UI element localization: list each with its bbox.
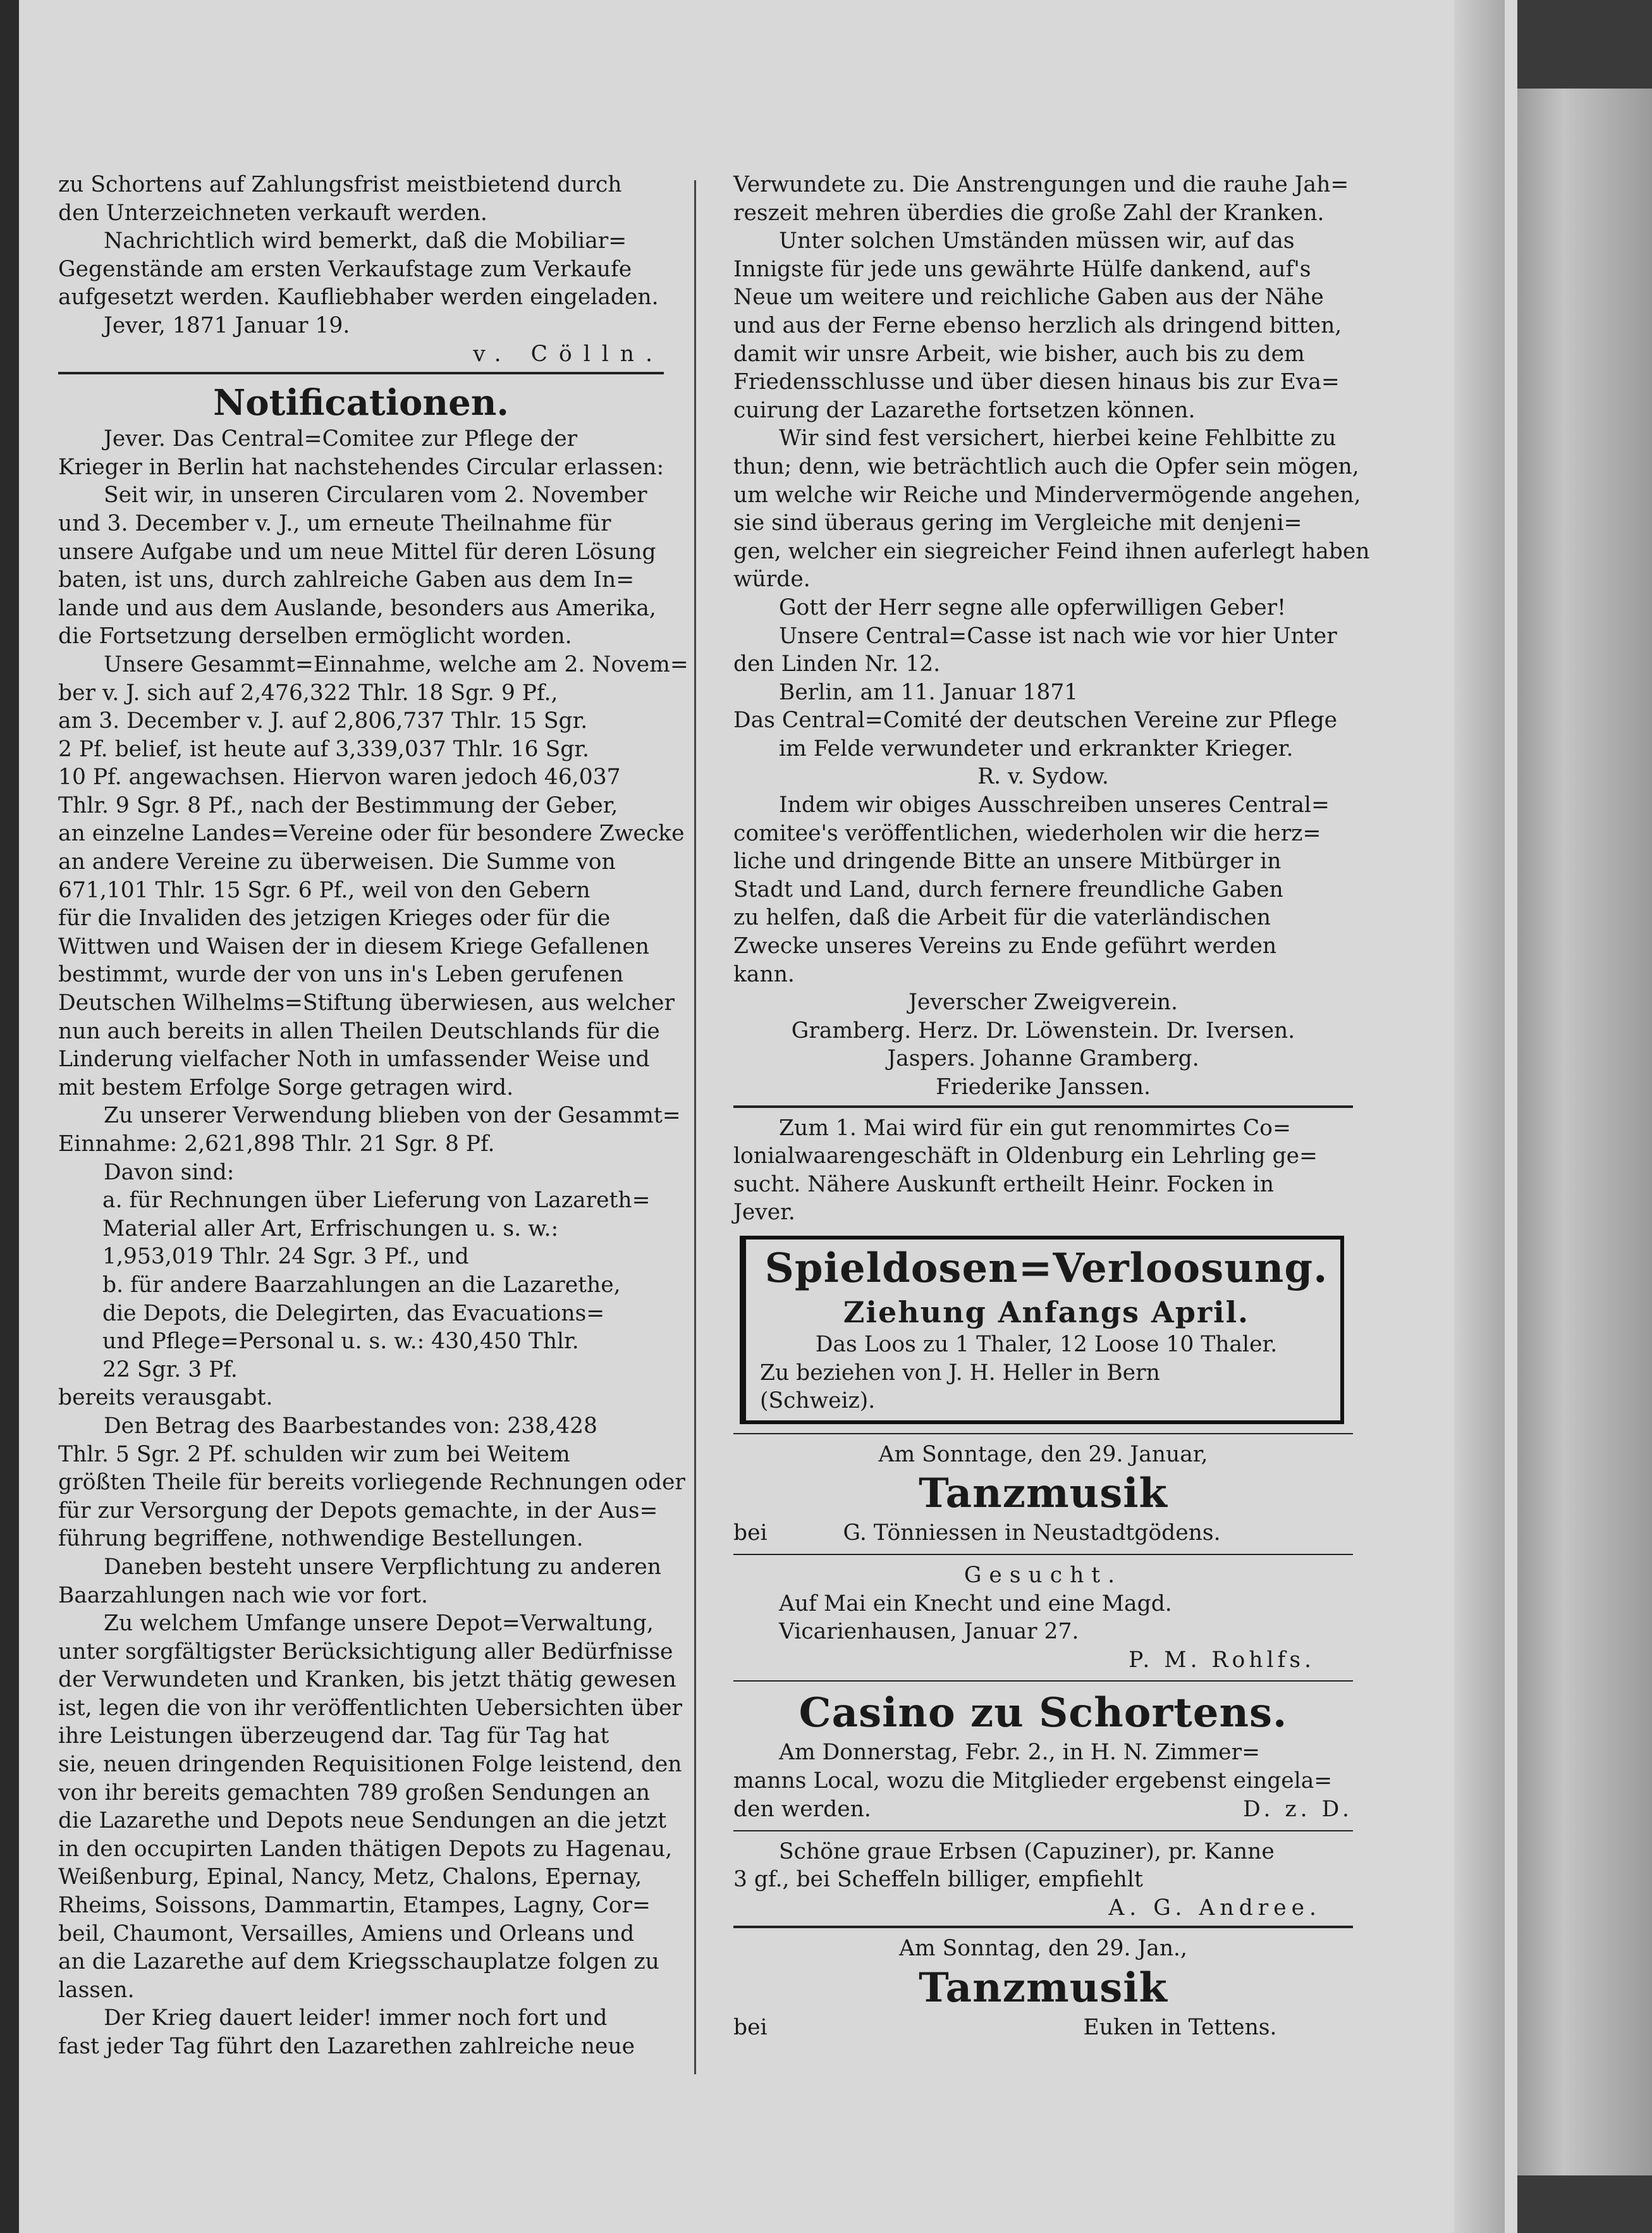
text-line: Indem wir obiges Ausschreiben unseres Central=: [779, 792, 1330, 818]
text-line: damit wir unsre Arbeit, wie bisher, auch bis zu dem: [733, 341, 1305, 367]
ad-title: Gesucht.: [964, 1562, 1123, 1588]
text-line: Gegenstände am ersten Verkaufstage zum Verkaufe: [58, 256, 632, 282]
text-line: Vicarienhausen, Januar 27.: [779, 1619, 1079, 1645]
text-line: sie sind überaus gering im Vergleiche mit denjeni=: [733, 510, 1302, 536]
text-line: Schöne graue Erbsen (Capuziner), pr. Kanne: [779, 1838, 1275, 1864]
text-line: Krieger in Berlin hat nachstehendes Circular erlassen:: [58, 454, 664, 480]
text-line: bereits verausgabt.: [58, 1385, 273, 1411]
ad-tanzmusik-2: [733, 1935, 1353, 2041]
text-line: lonialwaarengeschäft in Oldenburg ein Lehrling ge=: [733, 1143, 1318, 1169]
text-host: G. Tönniessen in Neustadtgödens.: [843, 1520, 1221, 1546]
column-divider: [694, 180, 696, 2074]
text-line: lande und aus dem Auslande, besonders aus Amerika,: [58, 595, 656, 621]
text-line: Den Betrag des Baarbestandes von: 238,428: [104, 1413, 597, 1439]
text-line: Unsere Gesammt=Einnahme, welche am 2. Novem=: [104, 651, 688, 677]
text-line: beil, Chaumont, Versailles, Amiens und Orleans und: [58, 1921, 635, 1947]
text-line: 2 Pf. belief, ist heute auf 3,339,037 Thlr. 16 Sgr.: [58, 736, 589, 762]
text-line: Zu welchem Umfange unsere Depot=Verwaltung,: [104, 1611, 654, 1637]
ad-erbsen: [733, 1838, 1353, 1922]
text-line: unsere Aufgabe und um neue Mittel für deren Lösung: [58, 539, 656, 565]
text-line: zu Schortens auf Zahlungsfrist meistbietend durch: [58, 172, 622, 197]
text-line: Zu beziehen von J. H. Heller in Bern: [760, 1360, 1160, 1386]
text-line: ber v. J. sich auf 2,476,322 Thlr. 18 Sgr. 9 Pf.,: [58, 680, 558, 706]
text-line: reszeit mehren überdies die große Zahl der Kranken.: [733, 200, 1325, 226]
text-line: Nachrichtlich wird bemerkt, daß die Mobiliar=: [104, 228, 627, 254]
text-line: bestimmt, wurde der von uns in's Leben gerufenen: [58, 962, 624, 988]
text-line: Am Sonntag, den 29. Jan.,: [899, 1936, 1187, 1962]
text-line: an einzelne Landes=Vereine oder für besondere Zwecke: [58, 821, 685, 847]
text-line: Jever. Das Central=Comitee zur Pflege der: [104, 426, 578, 452]
text-line: den werden.: [733, 1796, 871, 1822]
text-line: cuirung der Lazarethe fortsetzen können.: [733, 397, 1196, 423]
section-rule: [58, 372, 664, 374]
text-host: Euken in Tettens.: [1083, 2015, 1277, 2041]
ad-gesucht: [733, 1561, 1353, 1674]
text-line: Berlin, am 11. Januar 1871: [779, 679, 1079, 705]
right-column: [733, 171, 1370, 2042]
text-line: um welche wir Reiche und Mindervermögende angehen,: [733, 482, 1361, 508]
ad-tanzmusik-1: [733, 1441, 1353, 1547]
text-line: Wir sind fest versichert, hierbei keine Fehlbitte zu: [779, 426, 1337, 452]
text-line: comitee's veröffentlichen, wiederholen wir die herz=: [733, 820, 1321, 846]
text-line: Friederike Janssen.: [936, 1074, 1151, 1100]
text-line: Thlr. 9 Sgr. 8 Pf., nach der Bestimmung der Geber,: [58, 792, 618, 818]
text-line: fast jeder Tag führt den Lazarethen zahlreiche neue: [58, 2034, 635, 2059]
signature: P. M. Rohlfs.: [1129, 1647, 1315, 1673]
ad-title: Tanzmusik: [919, 1964, 1168, 2012]
text-line: Baarzahlungen nach wie vor fort.: [58, 1582, 428, 1608]
text-line: und Pflege=Personal u. s. w.: 430,450 Thlr.: [102, 1329, 579, 1355]
text-line: ist, legen die von ihr veröffentlichten Uebersichten über: [58, 1695, 683, 1721]
text-line: Gott der Herr segne alle opferwilligen Geber!: [779, 594, 1286, 620]
text-line: Das Central=Comité der deutschen Vereine zur Pflege: [733, 708, 1338, 734]
text-line: Davon sind:: [104, 1159, 235, 1185]
text-line: (Schweiz).: [760, 1388, 876, 1414]
text-line: zu helfen, daß die Arbeit für die vaterländischen: [733, 905, 1271, 931]
text-bei: bei: [733, 2015, 768, 2041]
signature: v. Cölln.: [473, 341, 664, 367]
text-line: im Felde verwundeter und erkrankter Krieger.: [779, 735, 1294, 761]
text-line: Zum 1. Mai wird für ein gut renommirtes Co=: [779, 1115, 1291, 1141]
intro-paragraph: [58, 171, 664, 340]
text-line: sie, neuen dringenden Requisitionen Folge leistend, den: [58, 1752, 682, 1778]
text-line: 3 gf., bei Scheffeln billiger, empfiehlt: [733, 1867, 1143, 1893]
ad-title: Casino zu Schortens.: [798, 1689, 1288, 1737]
ad-subtitle: Ziehung Anfangs April.: [843, 1295, 1250, 1329]
text-line: baten, ist uns, durch zahlreiche Gaben aus dem In=: [58, 567, 635, 593]
text-line: Zwecke unseres Vereins zu Ende geführt werden: [733, 933, 1277, 959]
text-line: Verwundete zu. Die Anstrengungen und die rauhe Jah=: [733, 172, 1349, 197]
ad-spieldosen: [740, 1236, 1344, 1424]
text-line: Linderung vielfacher Noth in umfassender Weise und: [58, 1047, 650, 1073]
text-line: Auf Mai ein Knecht und eine Magd.: [779, 1590, 1172, 1616]
list-item: [58, 1186, 664, 1271]
text-line: nun auch bereits in allen Theilen Deutschlands für die: [58, 1018, 660, 1044]
section-rule: [733, 1926, 1353, 1928]
section-rule: [733, 1433, 1353, 1434]
text-line: die Depots, die Delegirten, das Evacuations=: [102, 1300, 605, 1326]
text-line: größten Theile für bereits vorliegende Rechnungen oder: [58, 1470, 685, 1496]
section-rule: [733, 1680, 1353, 1682]
ad-lehrling: [733, 1114, 1353, 1227]
text-line: R. v. Sydow.: [977, 764, 1109, 790]
text-line: und 3. December v. J., um erneute Theilnahme für: [58, 510, 611, 536]
signature: A. G. Andree.: [1108, 1895, 1321, 1921]
text-line: Jaspers. Johanne Gramberg.: [887, 1046, 1199, 1072]
list-item: [58, 1271, 664, 1384]
text-line: Der Krieg dauert leider! immer noch fort und: [104, 2005, 608, 2031]
text-line: an andere Vereine zu überweisen. Die Summe von: [58, 849, 616, 875]
text-line: lassen.: [58, 1977, 135, 2003]
text-line: Wittwen und Waisen der in diesem Kriege Gefallenen: [58, 933, 649, 959]
text-line: für zur Versorgung der Depots gemachte, in der Aus=: [58, 1498, 658, 1523]
text-line: in den occupirten Landen thätigen Depots zu Hagenau,: [58, 1836, 673, 1862]
text-line: Am Donnerstag, Febr. 2., in H. N. Zimmer=: [779, 1740, 1260, 1766]
text-line: Stadt und Land, durch fernere freundliche Gaben: [733, 877, 1283, 902]
signature: D. z. D.: [1243, 1797, 1353, 1823]
text-line: Unter solchen Umständen müssen wir, auf das: [779, 228, 1295, 254]
signers-block: [733, 988, 1353, 1101]
text-line: die Lazarethe und Depots neue Sendungen an die jetzt: [58, 1808, 667, 1834]
article-body-continued: [58, 1384, 685, 2060]
ad-title: Spieldosen=Verloosung.: [764, 1244, 1328, 1292]
article-body: [58, 425, 688, 1186]
text-line: Einnahme: 2,621,898 Thlr. 21 Sgr. 8 Pf.: [58, 1131, 495, 1157]
text-line: kann.: [733, 961, 795, 987]
text-line: liche und dringende Bitte an unsere Mitbürger in: [733, 849, 1282, 875]
text-line: Weißenburg, Epinal, Nancy, Metz, Chalons, Epernay,: [58, 1864, 642, 1890]
text-line: Seit wir, in unseren Circularen vom 2. November: [104, 483, 647, 508]
text-line: 22 Sgr. 3 Pf.: [102, 1356, 238, 1382]
text-line: Rheims, Soissons, Dammartin, Etampes, Lagny, Cor=: [58, 1893, 651, 1919]
text-line: führung begriffene, nothwendige Bestellungen.: [58, 1526, 584, 1552]
ad-casino: [733, 1688, 1353, 1823]
text-line: für die Invaliden des jetzigen Krieges oder für die: [58, 906, 611, 932]
ad-title: Tanzmusik: [919, 1470, 1168, 1518]
text-line: sucht. Nähere Auskunft ertheilt Heinr. Focken in: [733, 1171, 1274, 1197]
text-line: Friedensschlusse und über diesen hinaus bis zur Eva=: [733, 369, 1340, 395]
text-line: Gramberg. Herz. Dr. Löwenstein. Dr. Iversen.: [791, 1018, 1295, 1043]
text-line: manns Local, wozu die Mitglieder ergebenst eingela=: [733, 1768, 1333, 1793]
text-line: Jever.: [733, 1200, 795, 1226]
text-line: Deutschen Wilhelms=Stiftung überwiesen, aus welcher: [58, 990, 675, 1016]
page-fold-shadow: [1454, 0, 1505, 2233]
text-line: am 3. December v. J. auf 2,806,737 Thlr. 15 Sgr.: [58, 708, 588, 734]
text-line: Thlr. 5 Sgr. 2 Pf. schulden wir zum bei Weitem: [58, 1441, 570, 1467]
text-line: 10 Pf. angewachsen. Hiervon waren jedoch 46,037: [58, 765, 621, 790]
text-line: 671,101 Thlr. 15 Sgr. 6 Pf., weil von den Gebern: [58, 877, 590, 903]
text-line: der Verwundeten und Kranken, bis jetzt thätig gewesen: [58, 1667, 676, 1693]
text-line: ihre Leistungen überzeugend dar. Tag für Tag hat: [58, 1723, 609, 1749]
section-rule: [733, 1554, 1353, 1555]
text-line: Daneben besteht unsere Verpflichtung zu anderen: [104, 1554, 661, 1580]
text-line: und aus der Ferne ebenso herzlich als dringend bitten,: [733, 312, 1342, 338]
left-column: [58, 171, 688, 2061]
text-line: b. für andere Baarzahlungen an die Lazarethe,: [102, 1272, 621, 1298]
text-line: Unsere Central=Casse ist nach wie vor hier Unter: [779, 623, 1337, 649]
text-line: gen, welcher ein siegreicher Feind ihnen auferlegt haben: [733, 538, 1370, 564]
text-line: von ihr bereits gemachten 789 großen Sendungen an: [58, 1780, 651, 1805]
text-line: thun; denn, wie beträchtlich auch die Opfer sein mögen,: [733, 453, 1359, 479]
text-line: den Unterzeichneten verkauft werden.: [58, 200, 487, 226]
text-line: unter sorgfältigster Berücksichtigung aller Bedürfnisse: [58, 1639, 673, 1664]
text-line: würde.: [733, 567, 811, 593]
text-line: Jeverscher Zweigverein.: [909, 990, 1178, 1016]
text-line: aufgesetzt werden. Kaufliebhaber werden eingeladen.: [58, 285, 659, 311]
text-line: den Linden Nr. 12.: [733, 651, 941, 677]
text-line: mit bestem Erfolge Sorge getragen wird.: [58, 1074, 514, 1100]
text-line: Das Loos zu 1 Thaler, 12 Loose 10 Thaler.: [815, 1331, 1278, 1357]
text-line: Zu unserer Verwendung blieben von der Gesammt=: [104, 1103, 681, 1129]
article-body-continued: [733, 171, 1370, 988]
section-heading: Notificationen.: [213, 382, 509, 424]
section-rule: [733, 1105, 1353, 1108]
section-rule: [733, 1830, 1353, 1831]
text-line: Neue um weitere und reichliche Gaben aus der Nähe: [733, 285, 1324, 311]
text-line: Innigste für jede uns gewährte Hülfe dankend, auf's: [733, 256, 1311, 282]
text-line: 1,953,019 Thlr. 24 Sgr. 3 Pf., und: [102, 1244, 469, 1270]
text-line: Jever, 1871 Januar 19.: [104, 312, 350, 338]
text-line: Am Sonntage, den 29. Januar,: [878, 1441, 1208, 1467]
scan-background-right: [1505, 89, 1652, 2175]
scan-background-left: [0, 0, 19, 2233]
text-line: a. für Rechnungen über Lieferung von Lazareth=: [102, 1188, 651, 1214]
text-line: Material aller Art, Erfrischungen u. s. w.:: [102, 1215, 559, 1241]
text-bei: bei: [733, 1520, 768, 1546]
text-line: an die Lazarethe auf dem Kriegsschauplatze folgen zu: [58, 1949, 659, 1975]
text-line: die Fortsetzung derselben ermöglicht worden.: [58, 624, 572, 649]
